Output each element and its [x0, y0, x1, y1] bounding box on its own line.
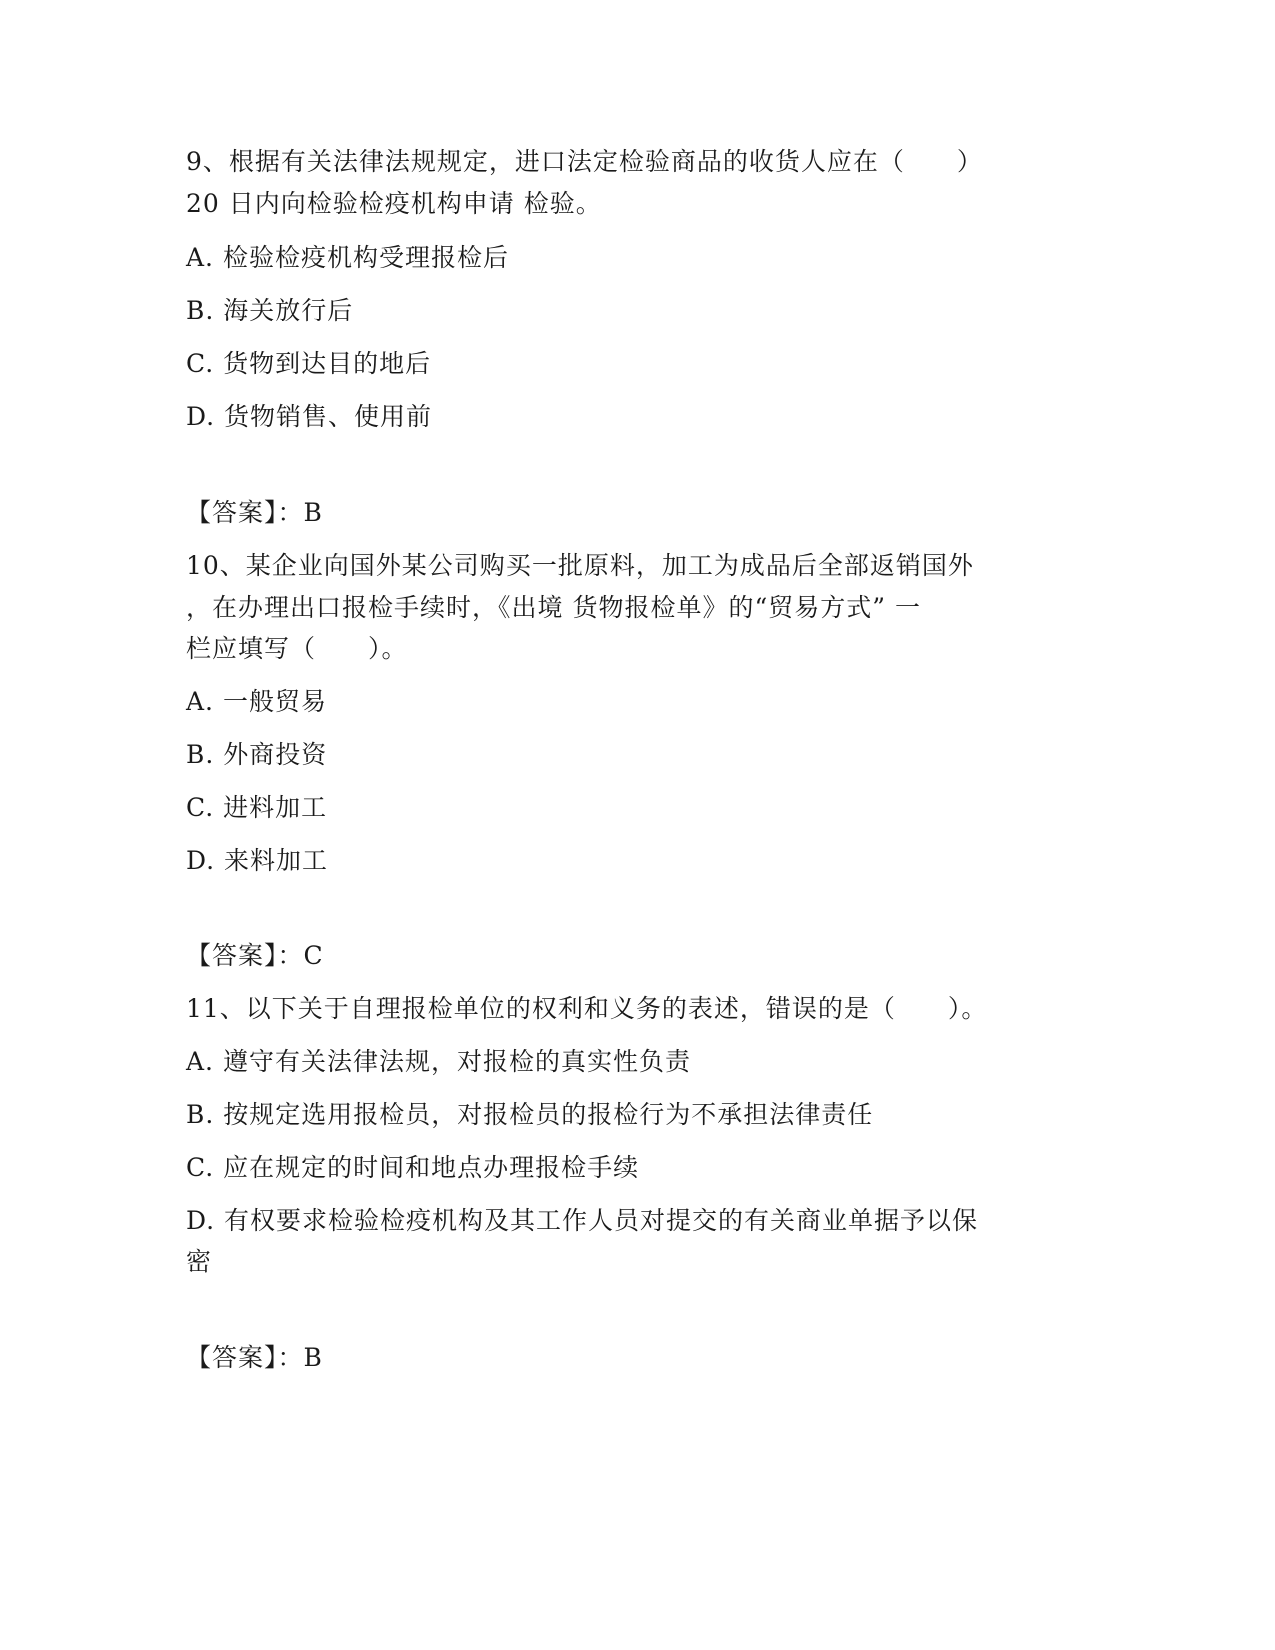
question-9-option-c: C. 货物到达目的地后 [186, 349, 432, 378]
question-10-option-d: D. 来料加工 [186, 846, 329, 875]
question-10-option-c: C. 进料加工 [186, 793, 328, 822]
question-9-option-a: A. 检验检疫机构受理报检后 [186, 243, 509, 272]
question-9-option-b: B. 海关放行后 [186, 296, 354, 325]
question-11-stem-line-1: 11、以下关于自理报检单位的权利和义务的表述，错误的是（ ）。 [186, 994, 988, 1023]
question-10-stem-line-2: ，在办理出口报检手续时，《出境 货物报检单》的“贸易方式” 一 [186, 593, 921, 622]
question-11-option-d-continuation: 密 [186, 1247, 213, 1276]
question-10-answer: 【答案】：C [186, 941, 324, 970]
question-10-option-b: B. 外商投资 [186, 740, 328, 769]
question-10-stem-line-1: 10、某企业向国外某公司购买一批原料，加工为成品后全部返销国外 [186, 551, 974, 580]
question-11-option-a: A. 遵守有关法律法规，对报检的真实性负责 [186, 1047, 691, 1076]
question-11-answer: 【答案】：B [186, 1343, 323, 1372]
question-9-answer: 【答案】：B [186, 498, 323, 527]
question-9-option-d: D. 货物销售、使用前 [186, 402, 433, 431]
question-10-stem-line-3: 栏应填写（ ）。 [186, 634, 408, 663]
question-9-stem-line-1: 9、根据有关法律法规规定，进口法定检验商品的收货人应在（ ） [186, 147, 983, 176]
question-9-stem-line-2: 20 日内向检验检疫机构申请 检验。 [186, 189, 602, 218]
question-11-option-d: D. 有权要求检验检疫机构及其工作人员对提交的有关商业单据予以保 [186, 1206, 979, 1235]
question-10-option-a: A. 一般贸易 [186, 687, 327, 716]
question-11-option-b: B. 按规定选用报检员，对报检员的报检行为不承担法律责任 [186, 1100, 874, 1129]
question-11-option-c: C. 应在规定的时间和地点办理报检手续 [186, 1153, 640, 1182]
